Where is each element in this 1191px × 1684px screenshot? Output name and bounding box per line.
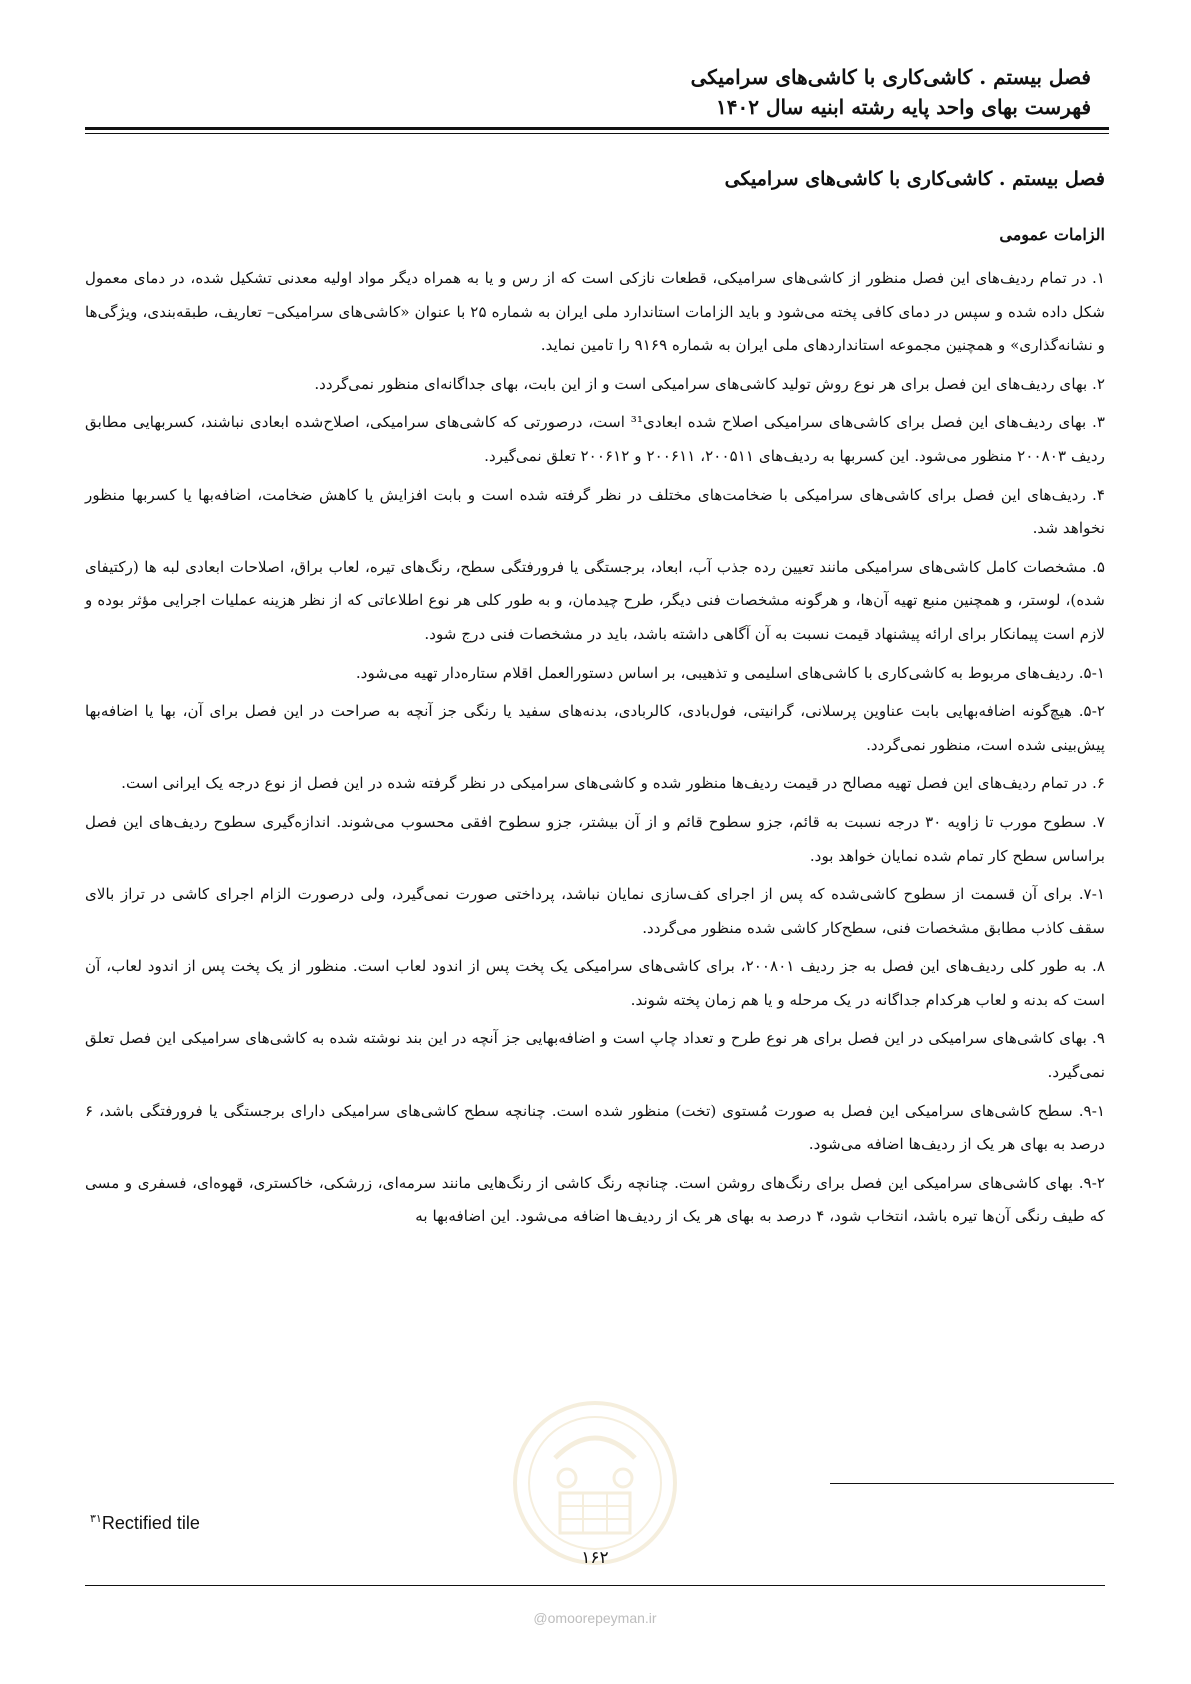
- paragraph: ۷-۱. برای آن قسمت از سطوح کاشی‌شده که پس از اجرای کف‌سازی نمایان نباشد، پرداختی صورت نمی‌گیرد، ولی درصورت الزام اجرای کاشی در تراز بالای سقف کاذب مطابق مشخصات فنی، سطح‌کار کاشی شده منظور می‌گردد.: [85, 885, 1105, 937]
- paragraph: ۳. بهای ردیف‌های این فصل برای کاشی‌های سرامیکی اصلاح شده ابعادی³¹ است، درصورتی که کاشی‌های سرامیکی، اصلاح‌شده ابعادی نباشند، کسربهایی مطابق ردیف ۲۰۰۸۰۳ منظور می‌شود. این کسربها به ردیف‌های ۲۰۰۵۱۱، ۲۰۰۶۱۱ و ۲۰۰۶۱۲ تعلق نمی‌گیرد.: [85, 413, 1105, 465]
- paragraph: ۱. در تمام ردیف‌های این فصل منظور از کاشی‌های سرامیکی، قطعات نازکی است که از رس و یا به همراه دیگر مواد اولیه معدنی تشکیل شده، در دمای معمول شکل داده شده و سپس در دمای کافی پخته می‌شود و باید الزامات استاندارد ملی ایران به شماره ۲۵ با عنوان «کاشی‌های سرامیکی– تعاریف، طبقه‌بندی، ویژگی‌ها و نشانه‌گذاری» و همچنین مجموعه استانداردهای ملی ایران به شماره ۹۱۶۹ را تامین نماید.: [85, 269, 1105, 355]
- paragraph: ۷. سطوح مورب تا زاویه ۳۰ درجه نسبت به قائم، جزو سطوح قائم و از آن بیشتر، جزو سطوح افقی محسوب می‌شوند. اندازه‌گیری سطوح ردیف‌های این فصل براساس سطح کار تمام شده نمایان خواهد بود.: [85, 812, 1105, 865]
- paragraph: ۴. ردیف‌های این فصل برای کاشی‌های سرامیکی با ضخامت‌های مختلف در نظر گرفته شده است و بابت افزایش یا کاهش ضخامت، اضافه‌بها یا کسربها منظور نخواهد شد.: [85, 485, 1105, 538]
- footnote-marker: ۳۱: [90, 1513, 102, 1525]
- body-text: [85, 262, 1105, 1239]
- paragraph: ۲. بهای ردیف‌های این فصل برای هر نوع روش تولید کاشی‌های سرامیکی است و از این بابت، بهای جداگانه‌ای منظور نمی‌گردد.: [314, 374, 1105, 393]
- page-number: ۱۶۲: [581, 1548, 609, 1568]
- site-watermark-text: @omoorepeyman.ir: [533, 1610, 657, 1626]
- paragraph: ۵-۱. ردیف‌های مربوط به کاشی‌کاری با کاشی‌های اسلیمی و تذهیبی، بر اساس دستورالعمل اقلام ستاره‌دار تهیه می‌شود.: [355, 663, 1105, 682]
- section-title: الزامات عمومی: [999, 225, 1105, 244]
- paragraph: ۵. مشخصات کامل کاشی‌های سرامیکی مانند تعیین رده جذب آب، ابعاد، برجستگی یا فرورفتگی سطح، رنگ‌های تیره، لعاب براق، اصلاحات ابعادی لبه ها (رکتیفای شده)، لوستر، و همچنین منبع تهیه آن‌ها، و هرگونه مشخصات فنی دیگر، طرح چیدمان، و به طور کلی هر نوع اطلاعاتی که از نظر هزینه عملیات اجرایی مؤثر بوده و لازم است پیمانکار برای ارائه پیشنهاد قیمت نسبت به آن آگاهی داشته باشد، باید در مشخصات فنی درج شود.: [85, 557, 1105, 643]
- header-rule-thick: [85, 127, 1109, 130]
- footnote: [90, 1512, 200, 1534]
- running-header: [101, 62, 1091, 122]
- paragraph: ۵-۲. هیچ‌گونه اضافه‌بهایی بابت عناوین پرسلانی، گرانیتی، فول‌بادی، کالربادی، بدنه‌های سفید یا رنگی جز آنچه به صراحت در این فصل برای آن، بها یا اضافه‌بها پیش‌بینی شده است، منظور نمی‌گردد.: [85, 702, 1105, 754]
- header-book-line: فهرست بهای واحد پایه رشته ابنیه سال ۱۴۰۲: [716, 95, 1091, 119]
- footer-rule: [85, 1585, 1105, 1586]
- paragraph: ۹-۲. بهای کاشی‌های سرامیکی این فصل برای رنگ‌های روشن است. چنانچه رنگ کاشی از رنگ‌هایی مانند سرمه‌ای، زرشکی، خاکستری، قهوه‌ای، فسفری و مسی که طیف رنگی آن‌ها تیره باشد، انتخاب شود، ۴ درصد به بهای هر یک از ردیف‌ها اضافه می‌شود. این اضافه‌بها به: [85, 1173, 1105, 1226]
- header-chapter-line: فصل بیستم . کاشی‌کاری با کاشی‌های سرامیکی: [690, 65, 1091, 89]
- footnote-text: Rectified tile: [101, 1513, 200, 1533]
- paragraph: ۶. در تمام ردیف‌های این فصل تهیه مصالح در قیمت ردیف‌ها منظور شده و کاشی‌های سرامیکی در نظر گرفته شده در این فصل از نوع درجه یک ایرانی است.: [121, 774, 1105, 793]
- paragraph: ۹-۱. سطح کاشی‌های سرامیکی این فصل به صورت مُستوی (تخت) منظور شده است. چنانچه سطح کاشی‌های سرامیکی دارای برجستگی یا فرورفتگی باشد، ۶ درصد به بهای هر یک از ردیف‌ها اضافه می‌شود.: [85, 1101, 1105, 1154]
- header-rule-thin: [85, 133, 1109, 134]
- paragraph: ۹. بهای کاشی‌های سرامیکی در این فصل برای هر نوع طرح و تعداد چاپ است و اضافه‌بهایی جز آنچه در این بند نوشته شده به کاشی‌های سرامیکی این فصل تعلق نمی‌گیرد.: [85, 1029, 1105, 1082]
- chapter-title: فصل بیستم . کاشی‌کاری با کاشی‌های سرامیکی: [724, 168, 1105, 190]
- paragraph: ۸. به طور کلی ردیف‌های این فصل به جز ردیف ۲۰۰۸۰۱، برای کاشی‌های سرامیکی یک پخت پس از اندود لعاب است. منظور از یک پخت پس از اندود لعاب، آن است که بدنه و لعاب هرکدام جداگانه در یک مرحله و یا هم زمان پخته شوند.: [85, 957, 1106, 1009]
- footnote-rule: [830, 1483, 1114, 1484]
